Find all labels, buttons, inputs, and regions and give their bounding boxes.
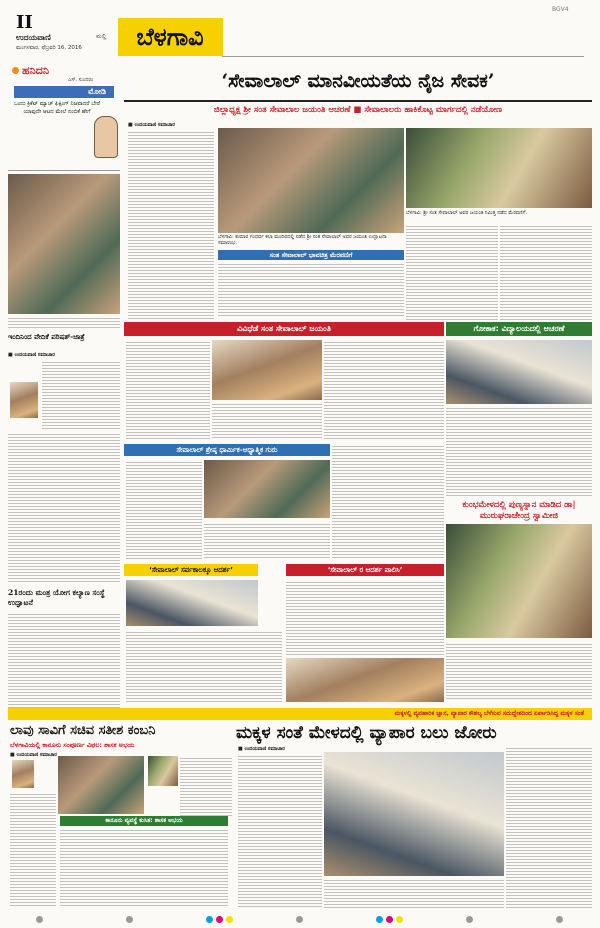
jatre-portrait <box>10 382 38 418</box>
masthead <box>0 0 600 60</box>
brand-dot-icon <box>12 67 19 74</box>
procession-body <box>218 262 404 318</box>
page-number: II <box>16 12 33 33</box>
edition-tag: ಮಲ್ಲಿ <box>96 33 107 40</box>
various-body-3 <box>324 340 444 440</box>
kumbha-body <box>446 642 592 700</box>
minister-headline: ಲಾವು ಸಾವಿಗೆ ಸಚಿವ ಸತೀಶ ಕಂಬನಿ <box>10 723 156 738</box>
jatre-body <box>8 432 120 582</box>
kumbha-photo <box>446 524 592 638</box>
social-photo <box>126 580 258 626</box>
school-photo <box>446 340 592 404</box>
main-photo-left-caption: ಬೆಳಗಾವಿ: ಕುಮಾರ ಗಂಧರ್ವ ಕಲಾ ಮಂದಿರದಲ್ಲಿ ನಡೆದ ಶ್ರೀ ಸಂತ ಸೇವಾಲಾಲ್ ಅವರ ಜಯಂತಿ ಉದ್ಘಾಟನಾ ಸಮಾರಂಭ. <box>218 234 387 246</box>
santhe-photo <box>324 752 504 876</box>
main-byline: ■ ಉದಯವಾಣಿ ಸಮಾಚಾರ <box>128 122 175 128</box>
guru-title: ಸೇವಾಲಾಲ್ ಶ್ರೇಷ್ಠ ಧಾರ್ಮಿಕ-ಆಧ್ಯಾತ್ಮಿಕ ಗುರು <box>176 446 278 454</box>
social-body <box>126 630 282 702</box>
registration-mark-icon <box>126 916 133 923</box>
guru-photo <box>204 460 330 518</box>
cyan-mark-icon <box>376 916 383 923</box>
minister-portrait-1 <box>12 760 34 788</box>
temple-fair-caption <box>8 316 120 328</box>
section-title: ಬೆಳಗಾವಿ <box>136 22 204 51</box>
main-photo-right <box>406 128 592 208</box>
santhe-body-2 <box>506 746 592 908</box>
guru-body-2 <box>204 522 330 560</box>
print-marks <box>0 912 600 928</box>
school-body <box>446 406 592 496</box>
main-body-col1 <box>128 130 214 320</box>
law-banner <box>60 816 228 826</box>
school-title: ಗೋಕಾಕ: ವಿದ್ಯಾಲಯದಲ್ಲಿ ಆಚರಣೆ <box>473 324 565 333</box>
minister-subhead: ಬೆಳಗಾವಿಯಲ್ಲಿ ಕಾನೂನು ಸಂಪೂರ್ಣ ವಿಫಲ: ಶಾಸಕ ಅಭಯ <box>10 741 135 749</box>
section-banner <box>118 18 222 56</box>
yellow-mark-icon <box>226 916 233 923</box>
registration-mark-icon <box>36 916 43 923</box>
jatre-body-top <box>42 360 120 430</box>
section-rule <box>222 18 584 57</box>
column-quote: ಒಂದು ಕ್ರಿಕೆಟ್ ಮ್ಯಾಚ್ ಫಿಕ್ಸಿಂಗ್ ನಿಜವಾದರೆ ಬೇರೆ ಯಾವುದೇ ಆಟದ ಮೇಲೆ ನಂಬಿಕೆ ಹೇಗೆ <box>14 101 100 115</box>
various-body-1 <box>126 340 210 440</box>
edition-code: BGV4 <box>552 6 569 13</box>
main-body-col3 <box>406 224 498 320</box>
guru-banner <box>124 444 330 456</box>
minister-body-right <box>180 756 232 816</box>
wedding-headline: 21ರಂದು ಮಂತ್ರ ಯೋಗ ಕಲ್ಯಾಣ ಸಂಸ್ಥೆ ಉದ್ಘಾಟನೆ <box>8 588 105 607</box>
main-body-col4 <box>500 224 592 320</box>
character-name: ಮೋಡಿ <box>88 87 106 96</box>
ideal-body <box>286 580 444 656</box>
wedding-body <box>8 612 120 708</box>
bottom-strap-text: ಮಕ್ಕಳಲ್ಲಿ ವ್ಯವಹಾರಿಕ ಜ್ಞಾನ, ವ್ಯಾಪಾರ ಕೌಶಲ್ಯ ಬೆಳೆಸುವ ಸದುದ್ದೇಶದಿಂದ ಏರ್ಪಾಡಿಸಿದ್ದ ಮಕ್ಕಳ ಸಂತೆ <box>394 710 584 717</box>
ideal-photo <box>286 658 444 702</box>
magenta-mark-icon <box>216 916 223 923</box>
edition-date: ಮಂಗಳವಾರ, ಫೆಬ್ರವರಿ 16, 2016 <box>16 45 82 51</box>
guru-body-1 <box>126 460 202 560</box>
santhe-byline: ■ ಉದಯವಾಣಿ ಸಮಾಚಾರ <box>238 746 285 752</box>
publication-name: ಉದಯವಾಣಿ <box>16 33 51 42</box>
various-banner <box>124 322 444 336</box>
santhe-caption <box>324 878 504 908</box>
registration-mark-icon <box>296 916 303 923</box>
jatre-headline: ಇಂದಿನಿಂದ ವೇದಿಕೆ ಪರಿಷತ್-ಜಾತ್ರೆ <box>8 332 85 341</box>
santhe-body-1 <box>238 754 322 908</box>
various-photo-1 <box>212 340 322 400</box>
minister-byline: ■ ಉದಯವಾಣಿ ಸಮಾಚಾರ <box>10 752 57 758</box>
procession-title: ಸಂತ ಸೇವಾಲಾಲ್ ಭಾವಚಿತ್ರ ಮೆರವಣಿಗೆ <box>269 251 353 259</box>
column-box <box>8 60 120 171</box>
school-banner <box>446 322 592 336</box>
character-banner <box>14 86 114 98</box>
jatre-byline: ■ ಉದಯವಾಣಿ ಸಮಾಚಾರ <box>8 352 55 358</box>
ideal-title: ‘ಸೇವಾಲಾಲ್ ರ ಆದರ್ಶ ಪಾಲಿಸಿ’ <box>327 566 403 574</box>
minister-body-left <box>10 792 56 908</box>
minister-photo <box>58 756 144 814</box>
social-banner <box>124 564 258 576</box>
yellow-mark-icon <box>396 916 403 923</box>
column-author: ಎಸ್. ಸುಂದರಂ <box>68 77 94 83</box>
temple-fair-photo <box>8 174 120 314</box>
registration-mark-icon <box>556 916 563 923</box>
main-subhead: ಜಿಲ್ಲಾಧ್ಯಕ್ಷ ಶ್ರೀ ಸಂತ ಸೇವಾಲಾಲ ಜಯಂತಿ ಆಚರಣೆ ■ ಸೇವಾಲಾಲರು ಹಾಕಿಕೊಟ್ಟ ಮಾರ್ಗದಲ್ಲಿ ನಡೆಯೋಣ <box>213 105 503 115</box>
law-body <box>60 828 228 908</box>
minister-portrait-2 <box>148 756 178 786</box>
main-photo-left <box>218 128 404 233</box>
various-body-2 <box>212 402 322 440</box>
column-brand-text: ಹನಿದನಿ <box>22 64 49 77</box>
bottom-strap <box>8 708 592 720</box>
social-title: ‘ಸೇವಾಲಾಲ್ ಸರ್ವಕಾಲಕ್ಕೂ ಆದರ್ಶ’ <box>149 566 233 574</box>
main-photo-right-caption: ಬೆಳಗಾವಿ: ಶ್ರೀ ಸಂತ ಸೇವಾಲಾಲ್ ಅವರ ಜಯಂತಿ ನಿಮಿತ್ತ ನಡೆದ ಮೆರವಣಿಗೆ. <box>406 210 528 216</box>
magenta-mark-icon <box>386 916 393 923</box>
cyan-mark-icon <box>206 916 213 923</box>
cartoon-figure-icon <box>94 116 118 158</box>
registration-mark-icon <box>466 916 473 923</box>
santhe-headline: ಮಕ್ಕಳ ಸಂತೆ ಮೇಳದಲ್ಲಿ ವ್ಯಾಪಾರ ಬಲು ಜೋರು <box>236 723 497 743</box>
procession-banner <box>218 250 404 260</box>
law-title: ಕಾನೂನು ವ್ಯವಸ್ಥೆ ಕುಸಿತ: ಶಾಸಕ ಅಭಯ <box>105 817 183 824</box>
main-headline: ‘ಸೇವಾಲಾಲ್ ಮಾನವೀಯತೆಯ ನೈಜ ಸೇವಕ’ <box>124 62 592 102</box>
various-title: ವಿವಿಧೆಡೆ ಸಂತ ಸೇವಾಲಾಲ್ ಜಯಂತಿ <box>237 324 331 333</box>
guru-body-3 <box>332 444 444 560</box>
ideal-banner <box>286 564 444 576</box>
column-brand <box>12 64 49 78</box>
kumbha-headline: ಕುಂಭಮೇಳದಲ್ಲಿ ಪುಣ್ಯಸ್ನಾನ ಮಾಡಿದ ಡಾ| ಮುರುಘರಾಜೇಂದ್ರ ಸ್ವಾಮೀಜಿ <box>462 500 576 521</box>
